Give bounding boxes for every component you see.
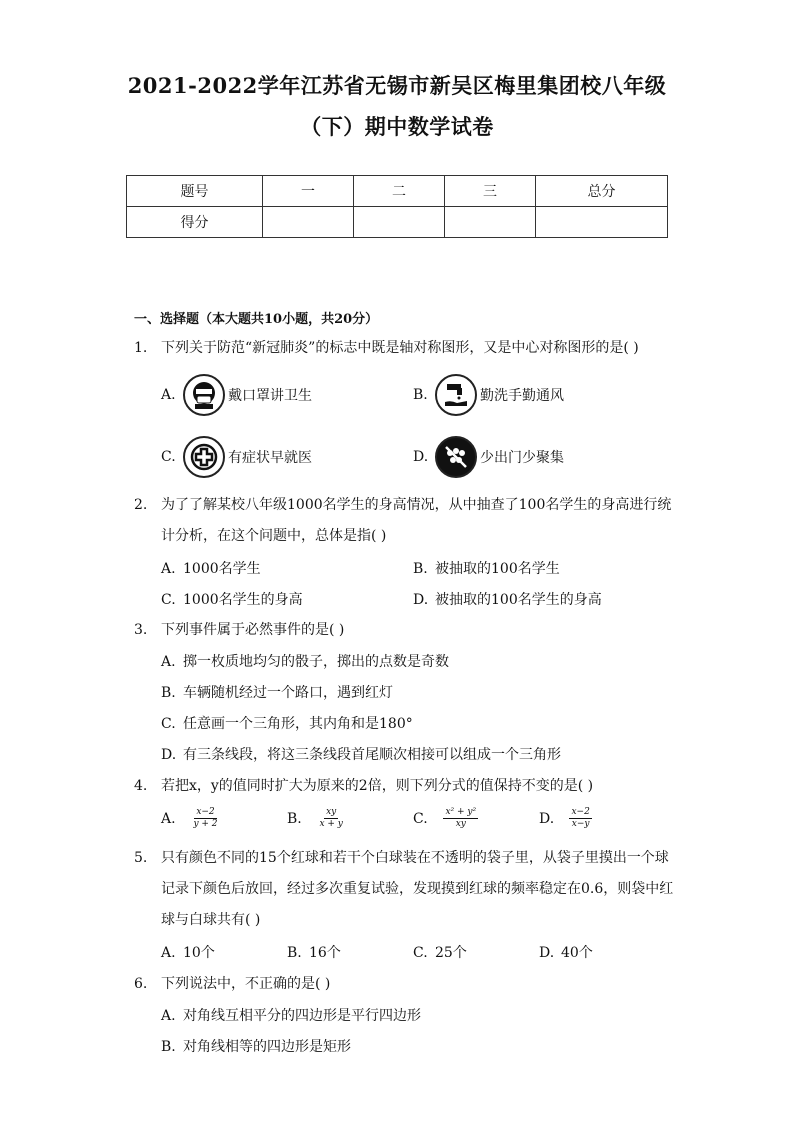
option-letter: C.: [161, 592, 176, 608]
numerator: x−2: [571, 807, 590, 817]
question-text: 为了了解某校八年级1000名学生的身高情况，从中抽查了100名学生的身高进行统计分析，在这个问题中，总体是指( ): [161, 497, 672, 544]
question-6: [134, 969, 674, 1000]
question-5: [134, 843, 674, 936]
option-letter: D.: [161, 747, 177, 763]
question-3: [134, 615, 674, 646]
option-letter: A.: [161, 561, 176, 577]
denominator: xy: [455, 819, 466, 829]
q2-option-a[interactable]: [161, 558, 261, 578]
question-number: 5.: [134, 850, 148, 866]
q5-option-c[interactable]: [413, 942, 467, 962]
option-label: 戴口罩讲卫生: [228, 388, 312, 404]
question-4: [134, 771, 674, 802]
exam-title-line2: （下）期中数学试卷: [300, 114, 494, 139]
q3-option-c[interactable]: [161, 713, 413, 733]
q4-option-b[interactable]: [287, 807, 345, 830]
option-letter: D.: [413, 592, 429, 608]
option-label: 40个: [561, 945, 593, 961]
score-header-cell: 总分: [536, 176, 668, 207]
option-label: 掷一枚质地均匀的骰子，掷出的点数是奇数: [183, 654, 449, 670]
section-heading: 一、选择题（本大题共10小题，共20分）: [134, 312, 379, 327]
option-letter: C.: [161, 716, 176, 732]
score-cell: [445, 207, 536, 238]
q1-option-c[interactable]: [161, 434, 312, 480]
option-letter: C.: [161, 449, 176, 465]
q5-option-d[interactable]: [539, 942, 593, 962]
numerator: x−2: [196, 807, 215, 817]
option-letter: D.: [539, 945, 555, 961]
option-letter: B.: [413, 387, 428, 403]
q2-option-b[interactable]: [413, 558, 560, 578]
option-label: 10个: [183, 945, 215, 961]
question-text: 下列事件属于必然事件的是( ): [161, 622, 345, 638]
question-number: 6.: [134, 976, 148, 992]
denominator: x−y: [571, 819, 590, 829]
denominator: y + 2: [193, 819, 218, 829]
fraction: [317, 807, 344, 830]
option-letter: B.: [161, 1039, 176, 1055]
option-label: 25个: [435, 945, 467, 961]
q6-option-a[interactable]: [161, 1005, 421, 1025]
option-letter: A.: [161, 387, 176, 403]
option-letter: A.: [161, 810, 176, 827]
option-letter: A.: [161, 1008, 176, 1024]
mask-face-icon: [183, 374, 225, 416]
q4-option-d[interactable]: [539, 807, 592, 830]
q2-option-c[interactable]: [161, 589, 303, 609]
q3-option-b[interactable]: [161, 682, 393, 702]
score-table-header-row: [127, 176, 668, 207]
q3-option-a[interactable]: [161, 651, 449, 671]
question-text: 只有颜色不同的15个红球和若干个白球装在不透明的袋子里，从袋子里摸出一个球记录下颜色后放回，经过多次重复试验，发现摸到红球的频率稳定在0.6，则袋中红球与白球共有( ): [161, 850, 674, 928]
question-number: 2.: [134, 497, 148, 513]
option-letter: B.: [287, 810, 302, 827]
option-letter: A.: [161, 945, 176, 961]
score-table: [126, 175, 668, 238]
fraction: [443, 807, 478, 830]
question-number: 3.: [134, 622, 148, 638]
numerator: xy: [326, 807, 337, 817]
score-header-cell: 题号: [127, 176, 263, 207]
score-header-cell: 一: [263, 176, 354, 207]
numerator: x² + y²: [445, 807, 477, 817]
option-label: 被抽取的100名学生的身高: [435, 592, 602, 608]
question-text: 若把x，y的值同时扩大为原来的2倍，则下列分式的值保持不变的是( ): [161, 778, 594, 794]
option-label: 1000名学生: [183, 561, 261, 577]
q1-option-b[interactable]: [413, 372, 564, 418]
score-cell: [536, 207, 668, 238]
score-row-label: 得分: [127, 207, 263, 238]
option-letter: D.: [539, 810, 555, 827]
option-label: 车辆随机经过一个路口，遇到红灯: [183, 685, 393, 701]
option-letter: B.: [413, 561, 428, 577]
score-cell: [263, 207, 354, 238]
option-label: 1000名学生的身高: [183, 592, 303, 608]
exam-title-line1: 2021-2022学年江苏省无锡市新吴区梅里集团校八年级: [127, 73, 667, 98]
score-table-score-row: [127, 207, 668, 238]
fraction: [191, 807, 219, 830]
no-crowd-icon: [435, 436, 477, 478]
score-header-cell: 三: [445, 176, 536, 207]
option-letter: D.: [413, 449, 429, 465]
option-label: 被抽取的100名学生: [435, 561, 560, 577]
question-number: 1.: [134, 340, 148, 356]
option-letter: B.: [287, 945, 302, 961]
option-label: 有三条线段，将这三条线段首尾顺次相接可以组成一个三角形: [183, 747, 561, 763]
q5-option-b[interactable]: [287, 942, 341, 962]
question-text: 下列说法中，不正确的是( ): [161, 976, 331, 992]
question-number: 4.: [134, 778, 148, 794]
question-2: [134, 490, 674, 552]
q2-option-d[interactable]: [413, 589, 602, 609]
option-label: 少出门少聚集: [480, 450, 564, 466]
q1-option-d[interactable]: [413, 434, 564, 480]
q6-option-b[interactable]: [161, 1036, 351, 1056]
option-letter: C.: [413, 810, 428, 827]
q4-option-c[interactable]: [413, 807, 478, 830]
option-letter: C.: [413, 945, 428, 961]
q3-option-d[interactable]: [161, 744, 561, 764]
option-label: 对角线互相平分的四边形是平行四边形: [183, 1008, 421, 1024]
score-cell: [354, 207, 445, 238]
medical-cross-icon: [183, 436, 225, 478]
option-label: 对角线相等的四边形是矩形: [183, 1039, 351, 1055]
score-header-cell: 二: [354, 176, 445, 207]
option-label: 任意画一个三角形，其内角和是180°: [183, 716, 413, 732]
option-letter: B.: [161, 685, 176, 701]
option-letter: A.: [161, 654, 176, 670]
q5-option-a[interactable]: [161, 942, 215, 962]
option-label: 勤洗手勤通风: [480, 388, 564, 404]
q4-option-a[interactable]: [161, 807, 220, 830]
option-label: 16个: [309, 945, 341, 961]
option-label: 有症状早就医: [228, 450, 312, 466]
hand-washing-icon: [435, 374, 477, 416]
question-text: 下列关于防范“新冠肺炎”的标志中既是轴对称图形，又是中心对称图形的是( ): [161, 340, 639, 356]
q1-option-a[interactable]: [161, 372, 312, 418]
fraction: [569, 807, 591, 830]
question-1: [134, 333, 674, 364]
denominator: x + y: [319, 819, 343, 829]
